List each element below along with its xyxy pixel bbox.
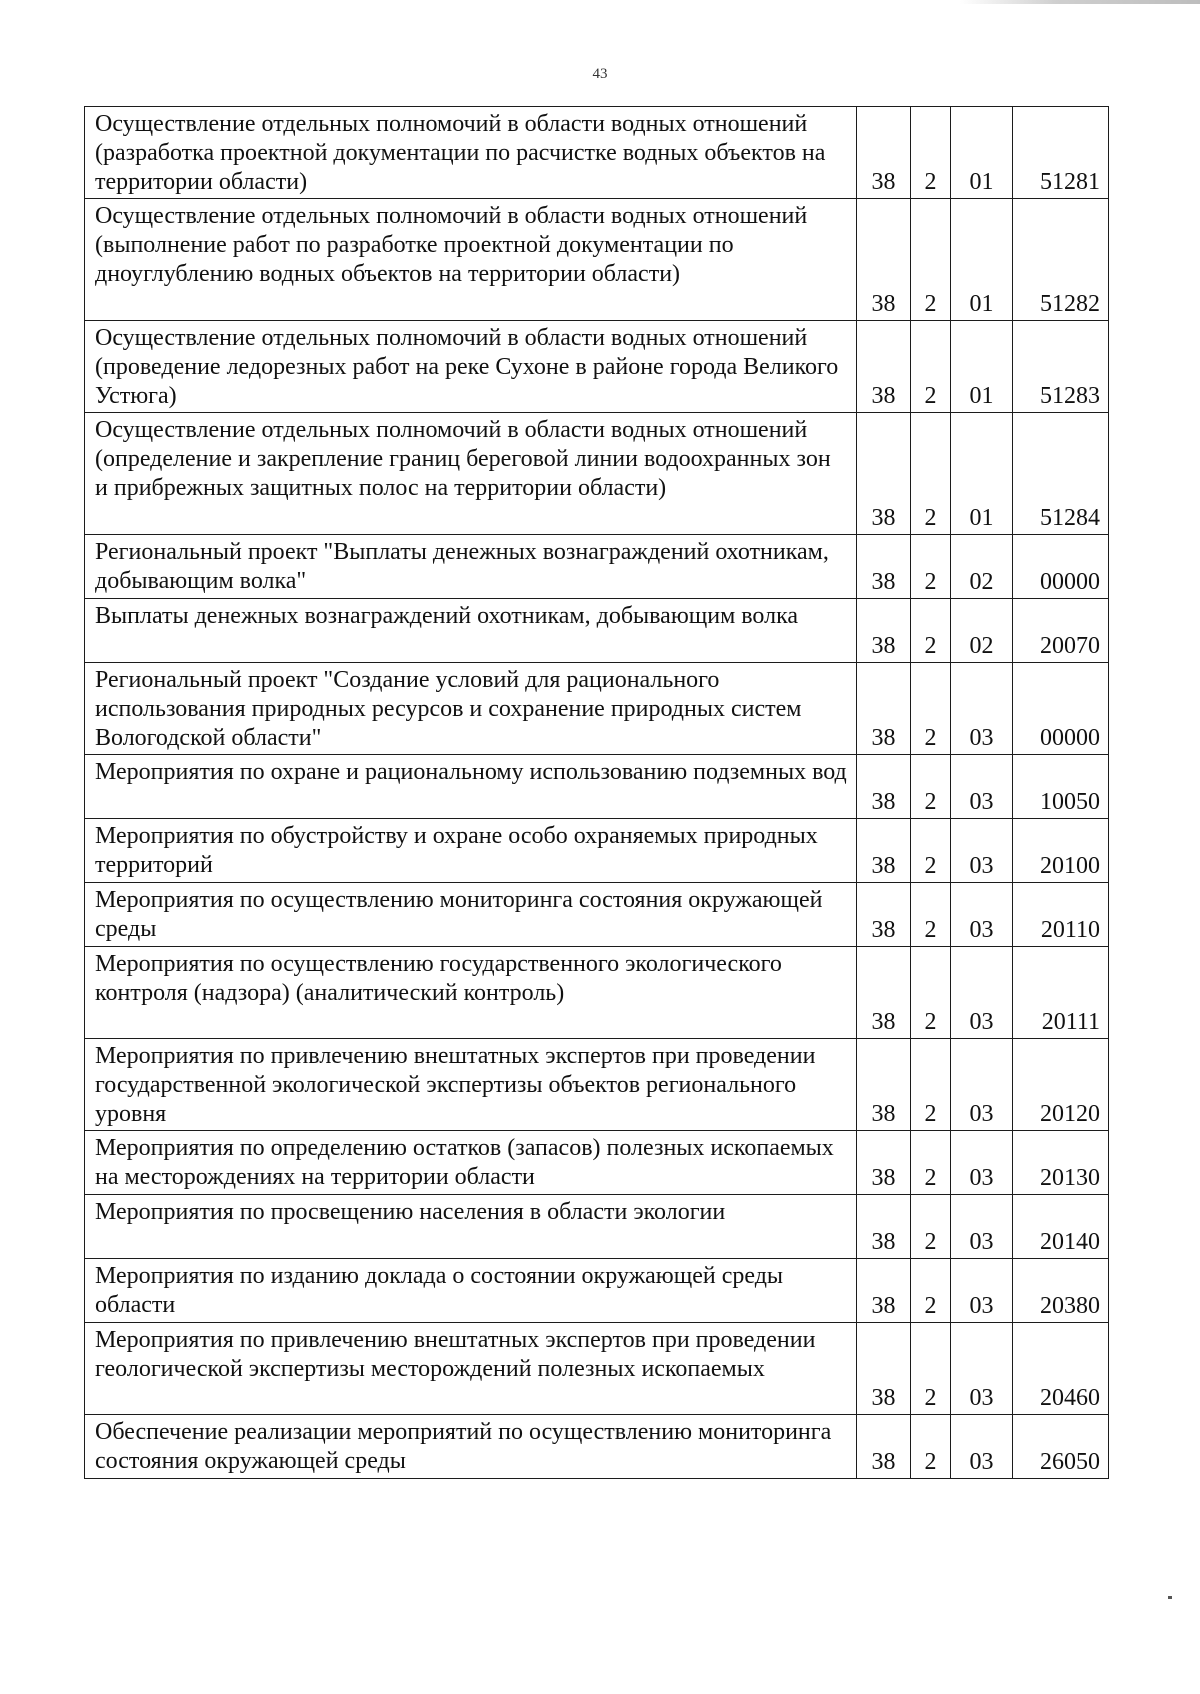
table-row	[85, 883, 1109, 947]
code-target: 38	[857, 1039, 911, 1131]
code-subprogram: 2	[911, 107, 951, 199]
code-event: 03	[951, 1415, 1013, 1479]
code-event: 03	[951, 1259, 1013, 1323]
code-target: 38	[857, 755, 911, 819]
row-description: Мероприятия по осуществлению государственного экологического контроля (надзора) (аналитический контроль)	[85, 947, 857, 1039]
code-direction: 20110	[1013, 883, 1109, 947]
table-row	[85, 321, 1109, 413]
table-row	[85, 1039, 1109, 1131]
code-direction: 20100	[1013, 819, 1109, 883]
code-subprogram: 2	[911, 755, 951, 819]
code-direction: 26050	[1013, 1415, 1109, 1479]
scan-edge-mark	[960, 0, 1200, 4]
row-description: Региональный проект "Создание условий для рационального использования природных ресурсов и сохранение природных систем Вологодской области"	[85, 663, 857, 755]
table-row	[85, 1131, 1109, 1195]
code-direction: 20460	[1013, 1323, 1109, 1415]
code-event: 01	[951, 107, 1013, 199]
table-row	[85, 1323, 1109, 1415]
row-description: Мероприятия по осуществлению мониторинга состояния окружающей среды	[85, 883, 857, 947]
code-direction: 51282	[1013, 199, 1109, 321]
code-subprogram: 2	[911, 819, 951, 883]
code-direction: 20130	[1013, 1131, 1109, 1195]
table-row	[85, 1195, 1109, 1259]
code-direction: 20111	[1013, 947, 1109, 1039]
row-description: Мероприятия по привлечению внештатных экспертов при проведении геологической экспертизы месторождений полезных ископаемых	[85, 1323, 857, 1415]
row-description: Выплаты денежных вознаграждений охотникам, добывающим волка	[85, 599, 857, 663]
budget-classification-table	[84, 106, 1109, 1479]
code-event: 03	[951, 1131, 1013, 1195]
code-event: 03	[951, 819, 1013, 883]
code-event: 03	[951, 947, 1013, 1039]
code-subprogram: 2	[911, 1259, 951, 1323]
code-subprogram: 2	[911, 883, 951, 947]
table-row	[85, 413, 1109, 535]
code-event: 03	[951, 663, 1013, 755]
code-event: 01	[951, 199, 1013, 321]
code-subprogram: 2	[911, 199, 951, 321]
code-direction: 20120	[1013, 1039, 1109, 1131]
code-target: 38	[857, 535, 911, 599]
table-row	[85, 819, 1109, 883]
code-event: 03	[951, 1039, 1013, 1131]
code-subprogram: 2	[911, 947, 951, 1039]
row-description: Мероприятия по охране и рациональному использованию подземных вод	[85, 755, 857, 819]
code-direction: 20070	[1013, 599, 1109, 663]
code-direction: 20380	[1013, 1259, 1109, 1323]
code-event: 02	[951, 535, 1013, 599]
table-row	[85, 947, 1109, 1039]
code-event: 02	[951, 599, 1013, 663]
row-description: Мероприятия по изданию доклада о состоянии окружающей среды области	[85, 1259, 857, 1323]
code-event: 03	[951, 1323, 1013, 1415]
code-direction: 51283	[1013, 321, 1109, 413]
code-target: 38	[857, 199, 911, 321]
code-subprogram: 2	[911, 663, 951, 755]
code-target: 38	[857, 663, 911, 755]
code-target: 38	[857, 1131, 911, 1195]
row-description: Осуществление отдельных полномочий в области водных отношений (разработка проектной документации по расчистке водных объектов на территории области)	[85, 107, 857, 199]
code-direction: 51284	[1013, 413, 1109, 535]
code-subprogram: 2	[911, 413, 951, 535]
table-row	[85, 199, 1109, 321]
code-direction: 20140	[1013, 1195, 1109, 1259]
table-row	[85, 663, 1109, 755]
row-description: Обеспечение реализации мероприятий по осуществлению мониторинга состояния окружающей среды	[85, 1415, 857, 1479]
code-target: 38	[857, 819, 911, 883]
code-subprogram: 2	[911, 1039, 951, 1131]
row-description: Осуществление отдельных полномочий в области водных отношений (определение и закрепление границ береговой линии водоохранных зон и прибрежных защитных полос на территории области)	[85, 413, 857, 535]
code-subprogram: 2	[911, 1415, 951, 1479]
code-target: 38	[857, 107, 911, 199]
table-row	[85, 1259, 1109, 1323]
code-event: 01	[951, 413, 1013, 535]
code-target: 38	[857, 1195, 911, 1259]
code-direction: 10050	[1013, 755, 1109, 819]
table-row	[85, 1415, 1109, 1479]
code-subprogram: 2	[911, 1131, 951, 1195]
code-event: 03	[951, 883, 1013, 947]
code-subprogram: 2	[911, 321, 951, 413]
code-event: 03	[951, 755, 1013, 819]
code-target: 38	[857, 883, 911, 947]
code-subprogram: 2	[911, 1195, 951, 1259]
row-description: Мероприятия по просвещению населения в области экологии	[85, 1195, 857, 1259]
code-direction: 51281	[1013, 107, 1109, 199]
table-row	[85, 107, 1109, 199]
code-target: 38	[857, 599, 911, 663]
row-description: Осуществление отдельных полномочий в области водных отношений (проведение ледорезных работ на реке Сухоне в районе города Великого Устюга)	[85, 321, 857, 413]
row-description: Мероприятия по определению остатков (запасов) полезных ископаемых на месторождениях на территории области	[85, 1131, 857, 1195]
row-description: Мероприятия по обустройству и охране особо охраняемых природных территорий	[85, 819, 857, 883]
page-number: 43	[592, 66, 608, 82]
code-target: 38	[857, 947, 911, 1039]
table-row	[85, 535, 1109, 599]
code-target: 38	[857, 321, 911, 413]
code-target: 38	[857, 1259, 911, 1323]
scan-speck	[1168, 1596, 1172, 1599]
code-direction: 00000	[1013, 663, 1109, 755]
code-target: 38	[857, 1323, 911, 1415]
row-description: Осуществление отдельных полномочий в области водных отношений (выполнение работ по разработке проектной документации по дноуглублению водных объектов на территории области)	[85, 199, 857, 321]
code-subprogram: 2	[911, 599, 951, 663]
row-description: Мероприятия по привлечению внештатных экспертов при проведении государственной экологической экспертизы объектов регионального уровня	[85, 1039, 857, 1131]
code-event: 03	[951, 1195, 1013, 1259]
table-row	[85, 599, 1109, 663]
code-target: 38	[857, 413, 911, 535]
code-subprogram: 2	[911, 535, 951, 599]
table-row	[85, 755, 1109, 819]
row-description: Региональный проект "Выплаты денежных вознаграждений охотникам, добывающим волка"	[85, 535, 857, 599]
code-target: 38	[857, 1415, 911, 1479]
code-direction: 00000	[1013, 535, 1109, 599]
code-event: 01	[951, 321, 1013, 413]
code-subprogram: 2	[911, 1323, 951, 1415]
